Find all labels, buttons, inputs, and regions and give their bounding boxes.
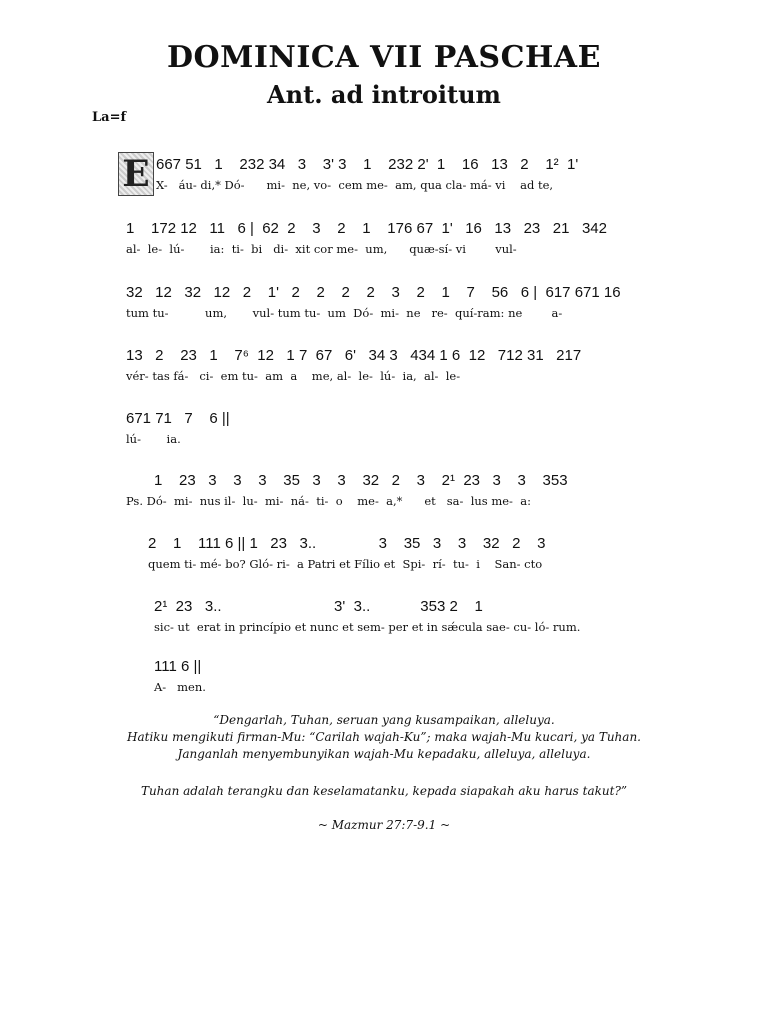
translation-line: “Dengarlah, Tuhan, seruan yang kusampaikan, alleluya.: [213, 713, 555, 727]
lyrics-line: A- men.: [154, 680, 206, 694]
score-line-psalm-2: [148, 535, 678, 571]
translation-block: [0, 712, 768, 763]
translation-line: Janganlah menyembunyikan wajah-Mu kepadaku, alleluya, alleluya.: [177, 747, 591, 761]
notes-line: 1 172 12 11 6 | 62 2 3 2 1 176 67 1' 16 13 23 21 342: [126, 220, 607, 237]
lyrics-line: quem ti- mé- bo? Gló- ri- a Patri et Fílio et Spi- rí- tu- i San- cto: [148, 557, 543, 571]
notes-line: 671 71 7 6 ||: [126, 410, 230, 427]
lyrics-line: vér- tas fá- ci- em tu- am a me, al- le- lú- ia, al- le-: [126, 369, 461, 383]
score-line-5: [126, 410, 656, 446]
notes-line: 32 12 32 12 2 1' 2 2 2 2 3 2 1 7 56 6 | 617 671 16: [126, 284, 621, 301]
score-line-psalm-4: [154, 658, 684, 694]
score-line-psalm-1: [126, 472, 656, 508]
page-title: DOMINICA VII PASCHAE: [167, 40, 601, 75]
notes-line: 13 2 23 1 7⁶ 12 1 7 67 6' 34 3 434 1 6 12 712 31 217: [126, 347, 582, 364]
lyrics-line: sic- ut erat in princípio et nunc et sem- per et in sǽcula sae- cu- ló- rum.: [154, 620, 581, 634]
score-line-2: [126, 220, 656, 256]
notes-line: 2 1 111 6 || 1 23 3.. 3 35 3 3 32 2 3: [148, 535, 546, 552]
key-signature: La=f: [92, 110, 127, 125]
scripture-reference: ~ Mazmur 27:7-9.1 ~: [317, 818, 451, 832]
lyrics-line: al- le- lú- ia: ti- bi di- xit cor me- um, quæ-sí- vi vul-: [126, 242, 517, 256]
lyrics-line: lú- ia.: [126, 432, 181, 446]
lyrics-line: X- áu- di,* Dó- mi- ne, vo- cem me- am, qua cla- má- vi ad te,: [156, 178, 554, 192]
notes-line: 2¹ 23 3.. 3' 3.. 353 2 1: [154, 598, 483, 615]
translation-line: Hatiku mengikuti firman-Mu: “Carilah wajah-Ku”; maka wajah-Mu kucari, ya Tuhan.: [127, 730, 641, 744]
lyrics-line: tum tu- um, vul- tum tu- um Dó- mi- ne re- quí-ram: ne a-: [126, 306, 563, 320]
page-subtitle: Ant. ad introitum: [267, 80, 501, 109]
notes-line: 1 23 3 3 3 35 3 3 32 2 3 2¹ 23 3 3 353: [154, 472, 568, 489]
score-line-4: [126, 347, 656, 383]
score-line-1: [156, 156, 676, 192]
verse-text: Tuhan adalah terangku dan keselamatanku, kepada siapakah aku harus takut?”: [140, 784, 628, 798]
score-line-psalm-3: [154, 598, 684, 634]
notes-line: 111 6 ||: [154, 658, 202, 675]
decorated-initial: E: [118, 152, 154, 196]
lyrics-line: Ps. Dó- mi- nus il- lu- mi- ná- ti- o me- a,* et sa- lus me- a:: [126, 494, 531, 508]
notes-line: 667 51 1 232 34 3 3' 3 1 232 2' 1 16 13 2 1² 1': [156, 156, 579, 173]
score-line-3: [126, 284, 656, 320]
